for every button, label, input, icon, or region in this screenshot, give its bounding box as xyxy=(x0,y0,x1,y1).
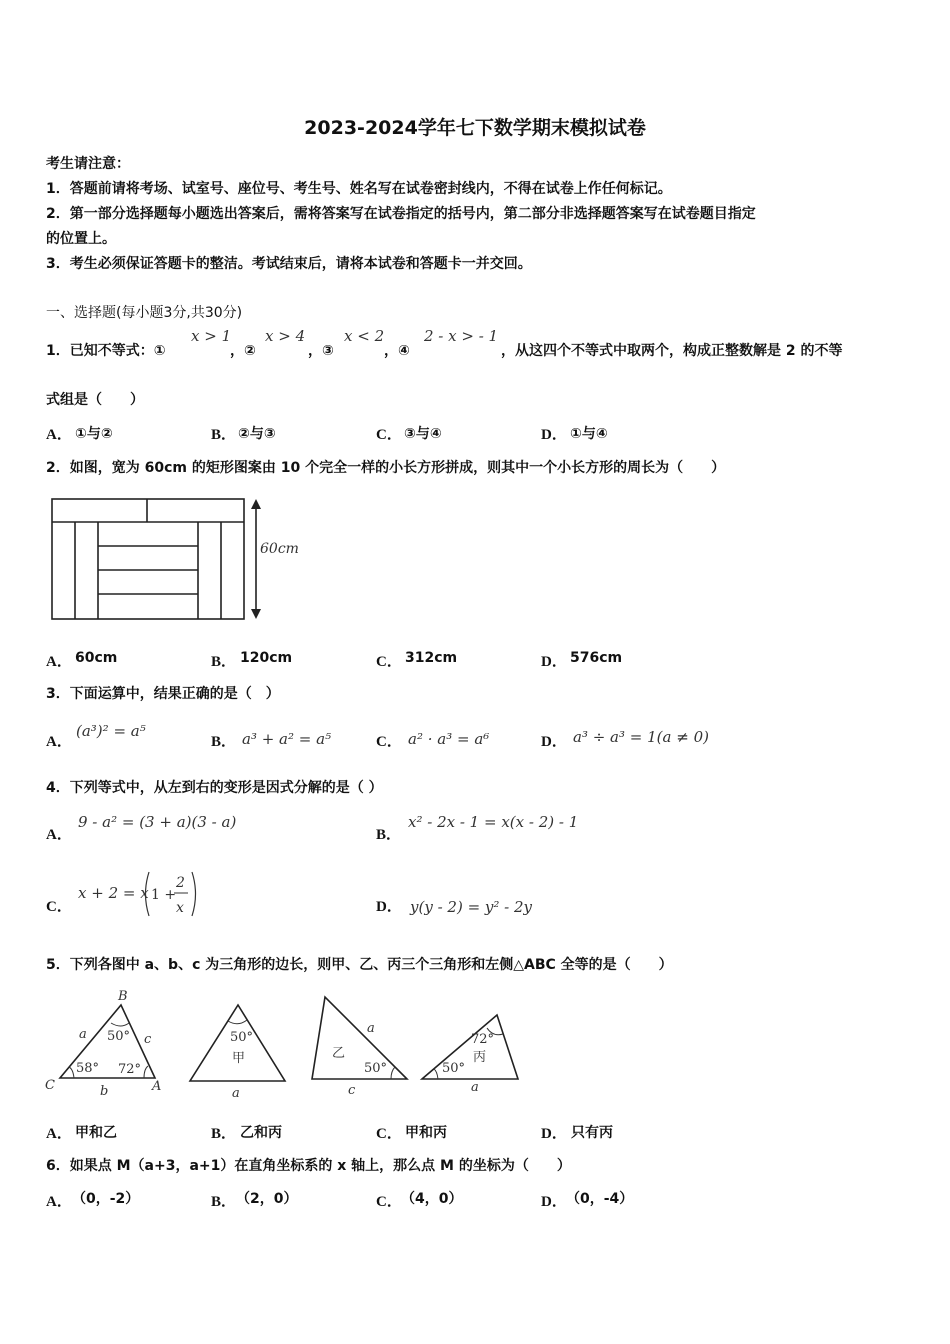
q2-rectangle-figure xyxy=(46,494,306,624)
q2-option-c[interactable]: 312cm xyxy=(405,650,458,666)
bing-name: 丙 xyxy=(473,1050,487,1065)
abc-angle-b: 50° xyxy=(107,1029,131,1044)
q6-option-d[interactable]: （0，-4） xyxy=(566,1191,634,1207)
q4-option-c-fraction xyxy=(142,868,202,920)
q1-option-c[interactable]: ③与④ xyxy=(404,426,442,442)
q6-option-b-label: B． xyxy=(211,1194,237,1210)
abc-angle-c: 58° xyxy=(76,1061,100,1076)
q1-option-a[interactable]: ①与② xyxy=(75,426,113,442)
q6-option-a[interactable]: （0，-2） xyxy=(72,1191,140,1207)
q1-option-d-label: D． xyxy=(541,427,567,443)
q1-ineq3: x < 2 xyxy=(344,327,385,345)
q1-sep2: ，② xyxy=(230,343,256,359)
q4-option-c[interactable]: x + 2 = x xyxy=(78,884,149,902)
q1-option-a-label: A． xyxy=(46,427,72,443)
notice-item-2-cont: 的位置上。 xyxy=(46,231,116,247)
yi-side-c: c xyxy=(348,1083,356,1098)
q1-prefix: 1．已知不等式：① xyxy=(46,343,166,359)
notice-item-1: 1．答题前请将考场、试室号、座位号、考生号、姓名写在试卷密封线内，不得在试卷上作任何标记。 xyxy=(46,181,672,197)
q5-option-c-label: C． xyxy=(376,1126,402,1142)
q1-line2: 式组是（ ） xyxy=(46,392,144,408)
q4-option-b-label: B． xyxy=(376,827,402,843)
abc-side-a: a xyxy=(79,1027,87,1042)
q1-option-b[interactable]: ②与③ xyxy=(238,426,276,442)
q2-option-d-label: D． xyxy=(541,654,567,670)
abc-side-c: c xyxy=(144,1032,152,1047)
abc-vertex-a: A xyxy=(152,1079,162,1094)
q1-option-d[interactable]: ①与④ xyxy=(570,426,608,442)
q2-option-b[interactable]: 120cm xyxy=(240,650,293,666)
triangle-yi xyxy=(312,997,407,1079)
q5-option-a-label: A． xyxy=(46,1126,72,1142)
bing-angle-top: 72° xyxy=(471,1032,495,1047)
notice-item-2: 2．第一部分选择题每小题选出答案后，需将答案写在试卷指定的括号内，第二部分非选择题答案写在试卷题目指定 xyxy=(46,206,756,222)
q6-option-d-label: D． xyxy=(541,1194,567,1210)
bing-angle-left: 50° xyxy=(442,1061,466,1076)
q3-option-b-label: B． xyxy=(211,734,237,750)
q4-option-a[interactable]: 9 - a² = (3 + a)(3 - a) xyxy=(78,813,237,831)
q3-option-d-label: D． xyxy=(541,734,567,750)
q4-option-c-label: C． xyxy=(46,899,72,915)
q5-triangles-figure xyxy=(40,985,520,1100)
abc-vertex-b: B xyxy=(118,989,128,1004)
q6-option-c-label: C． xyxy=(376,1194,402,1210)
yi-name: 乙 xyxy=(332,1046,346,1061)
q4-option-b[interactable]: x² - 2x - 1 = x(x - 2) - 1 xyxy=(408,813,579,831)
abc-vertex-c: C xyxy=(45,1078,55,1093)
q4-frac-den: x xyxy=(176,900,184,916)
q1-sep3: ，③ xyxy=(308,343,334,359)
q3-option-d[interactable]: a³ ÷ a³ = 1(a ≠ 0) xyxy=(573,728,709,746)
q1-suffix: ，从这四个不等式中取两个，构成正整数解是 2 的不等 xyxy=(501,343,843,359)
q2-figure-label: 60cm xyxy=(260,541,299,557)
q5-option-b-label: B． xyxy=(211,1126,237,1142)
yi-side-a: a xyxy=(367,1021,375,1036)
q5-stem: 5．下列各图中 a、b、c 为三角形的边长，则甲、乙、丙三个三角形和左侧△ABC 全等的是（ ） xyxy=(46,957,673,973)
q6-option-a-label: A． xyxy=(46,1194,72,1210)
q1-option-b-label: B． xyxy=(211,427,237,443)
q1-option-c-label: C． xyxy=(376,427,402,443)
abc-side-b: b xyxy=(100,1084,109,1099)
q3-option-a[interactable]: (a³)² = a⁵ xyxy=(76,722,146,740)
yi-angle: 50° xyxy=(364,1061,388,1076)
q1-ineq2: x > 4 xyxy=(265,327,306,345)
q6-stem: 6．如果点 M（a+3，a+1）在直角坐标系的 x 轴上，那么点 M 的坐标为（ ） xyxy=(46,1158,571,1174)
q4-option-a-label: A． xyxy=(46,827,72,843)
q4-frac-num: 2 xyxy=(176,875,185,891)
q3-option-a-label: A． xyxy=(46,734,72,750)
jia-angle: 50° xyxy=(230,1030,254,1045)
q6-option-c[interactable]: （4，0） xyxy=(401,1191,463,1207)
page-title: 2023-2024学年七下数学期末模拟试卷 xyxy=(304,117,646,139)
notice-heading: 考生请注意： xyxy=(46,156,130,172)
q5-option-d-label: D． xyxy=(541,1126,567,1142)
q2-option-b-label: B． xyxy=(211,654,237,670)
q4-stem: 4．下列等式中，从左到右的变形是因式分解的是（ ） xyxy=(46,780,383,796)
q5-option-a[interactable]: 甲和乙 xyxy=(75,1125,117,1141)
q1-ineq1: x > 1 xyxy=(191,327,232,345)
abc-angle-a: 72° xyxy=(118,1062,142,1077)
q3-option-c[interactable]: a² · a³ = a⁶ xyxy=(408,730,490,748)
q3-option-c-label: C． xyxy=(376,734,402,750)
q2-option-a[interactable]: 60cm xyxy=(75,650,118,666)
q4-option-d[interactable]: y(y - 2) = y² - 2y xyxy=(410,898,533,916)
q2-stem: 2．如图，宽为 60cm 的矩形图案由 10 个完全一样的小长方形拼成，则其中一个小长方形的周长为（ ） xyxy=(46,460,726,476)
q3-stem: 3．下面运算中，结果正确的是（ ） xyxy=(46,686,280,702)
jia-side: a xyxy=(232,1086,240,1100)
q1-sep4: ，④ xyxy=(384,343,410,359)
q3-option-b[interactable]: a³ + a² = a⁵ xyxy=(242,730,332,748)
q6-option-b[interactable]: （2，0） xyxy=(236,1191,298,1207)
q5-option-d[interactable]: 只有丙 xyxy=(571,1125,613,1141)
q5-option-b[interactable]: 乙和丙 xyxy=(240,1125,282,1141)
q5-option-c[interactable]: 甲和丙 xyxy=(405,1125,447,1141)
q4-frac-one: 1 + xyxy=(151,887,177,903)
jia-name: 甲 xyxy=(232,1051,246,1066)
q2-option-d[interactable]: 576cm xyxy=(570,650,623,666)
q4-option-d-label: D． xyxy=(376,899,402,915)
q2-option-c-label: C． xyxy=(376,654,402,670)
q1-ineq4: 2 - x > - 1 xyxy=(424,327,499,345)
bing-side: a xyxy=(471,1080,479,1095)
notice-item-3: 3．考生必须保证答题卡的整洁。考试结束后，请将本试卷和答题卡一并交回。 xyxy=(46,256,532,272)
triangle-bing xyxy=(422,1015,518,1079)
section-heading: 一、选择题(每小题3分,共30分) xyxy=(46,305,243,321)
q2-option-a-label: A． xyxy=(46,654,72,670)
